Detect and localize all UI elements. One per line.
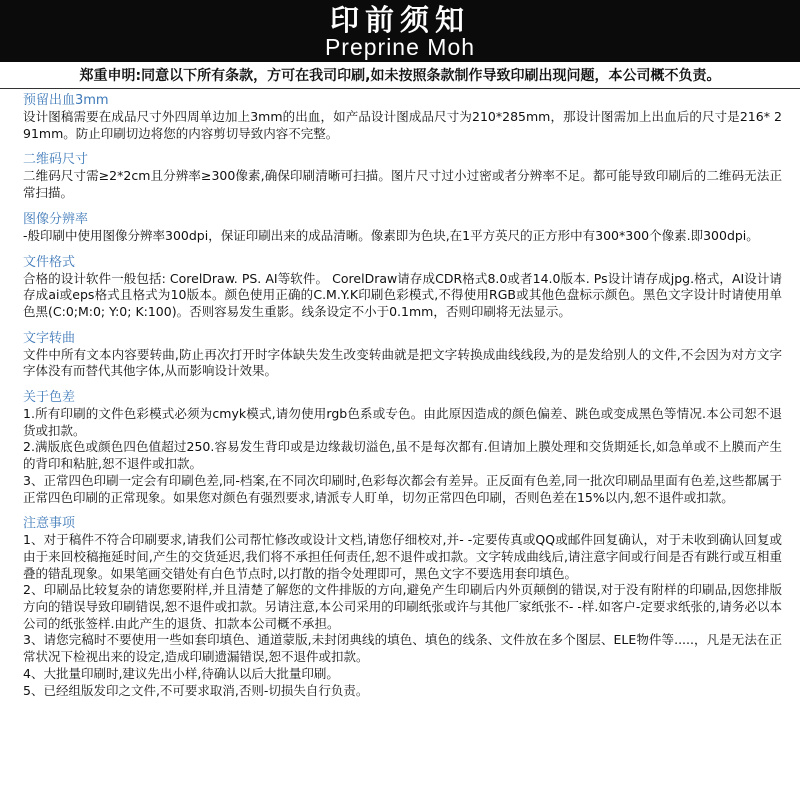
section-4 <box>23 254 782 321</box>
section-paragraph: 二维码尺寸需≥2*2cm且分辨率≥300像素,确保印刷清晰可扫描。图片尺寸过小过密或者分辨率不足。都可能导致印刷后的二维码无法正常扫描。 <box>23 168 782 201</box>
section-paragraph: 合格的设计软件一般包括: CorelDraw. PS. AI等软件。 CorelDraw请存成CDR格式8.0或者14.0版本. Ps设计请存成jpg.格式，AI设计请存成ai或eps格式且格式为10版本。颜色使用正确的C.M.Y.K印刷色彩模式,不得使用RGB或其他色盘标示颜色。黑色文字设计时请使用单色黑(C:0;M:0; Y:0; K:100)。否则容易发生重影。线条设定不小于0.1mm，否则印刷将无法显示。 <box>23 270 782 319</box>
header-banner <box>0 0 800 62</box>
section-title: 文件格式 <box>23 254 76 270</box>
section-paragraph: 1、对于稿件不符合印刷要求,请我们公司帮忙修改或设计文档,请您仔细校对,并- -定要传真或QQ或邮件回复确认，对于未收到确认回复或由于来回校稿拖延时间,产生的交货延迟,我们将不承担任何责任,恕不退件或扣款。文字转成曲线后,请注意字间或行间是否有跳行或互相重叠的错乱现象。如果笔画交错处有白色节点时,以打散的指令处理即可，黑色文字不要选用套印填色。 <box>23 532 782 581</box>
page-subtitle: Preprine Moh <box>324 34 476 60</box>
disclaimer-notice: 郑重申明:同意以下所有条款，方可在我司印刷,如未按照条款制作导致印刷出现问题，本公司概不负责。 <box>0 64 800 89</box>
section-paragraph: 2、印刷品比较复杂的请您要附样,并且清楚了解您的文件排版的方向,避免产生印刷后内外页颠倒的错误,对于没有附样的印刷品,因您排版方向的错误导致印刷错误,恕不退件或扣款。另请注意,本公司采用的印刷纸张或许与其他厂家纸张不- -样.如客户-定要求纸张的,请务必以本公司的纸张签样.由此产生的退货、扣款本公司概不承担。 <box>23 582 782 631</box>
section-1 <box>23 92 782 142</box>
section-title: 文字转曲 <box>23 330 76 346</box>
section-title: 注意事项 <box>23 516 76 532</box>
section-paragraph: 1.所有印刷的文件色彩模式必须为cmyk模式,请勿使用rgb色系或专色。由此原因造成的颜色偏差、跳色或变成黑色等情况.本公司恕不退货或扣款。 <box>23 406 782 438</box>
section-2 <box>23 151 782 201</box>
content-body <box>23 92 782 708</box>
page-title: 印前须知 <box>329 3 470 37</box>
section-paragraph: 设计图稿需要在成品尺寸外四周单边加上3mm的出血，如产品设计图成品尺寸为210*285mm，那设计图需加上出血后的尺寸是216* 291mm。防止印刷切边将您的内容剪切导致内容不完整。 <box>23 109 782 141</box>
section-7 <box>23 515 782 699</box>
section-paragraph: -般印刷中使用图像分辨率300dpi，保证印刷出来的成品清晰。像素即为色块,在1平方英尺的正方形中有300*300个像素.即300dpi。 <box>23 227 759 243</box>
section-paragraph: 3、请您完稿时不要使用一些如套印填色、通道蒙版,未封闭典线的填色、填色的线条、文件放在多个图层、ELE物件等.....，凡是无法在正常状况下检视出来的设定,造成印刷遗漏错误,恕不退件或扣款。 <box>23 632 782 665</box>
section-title: 图像分辨率 <box>23 211 89 227</box>
section-paragraph: 2.满版底色或颜色四色值超过250.容易发生背印或是边缘裁切溢色,虽不是每次都有.但请加上膜处理和交货期延长,如急单或不上膜而产生的背印和粘脏,恕不退件或扣款。 <box>23 439 782 472</box>
section-3 <box>23 211 782 245</box>
section-title: 预留出血3mm <box>23 93 109 108</box>
section-paragraph: 3、正常四色印刷一定会有印刷色差,同-档案,在不同次印刷时,色彩每次都会有差异。正反面有色差,同一批次印刷品里面有色差,这些都属于正常四色印刷的正常现象。如果您对颜色有强烈要求,请派专人盯单，切勿正常四色印刷，否则色差在15%以内,恕不退件或扣款。 <box>23 472 782 505</box>
section-title: 二维码尺寸 <box>23 152 89 168</box>
section-paragraph: 5、已经组版发印之文件,不可要求取消,否则-切损失自行负责。 <box>23 682 369 698</box>
section-title: 关于色差 <box>23 390 76 406</box>
section-5 <box>23 330 782 380</box>
section-6 <box>23 389 782 506</box>
section-paragraph: 文件中所有文本内容要转曲,防止再次打开时字体缺失发生改变转曲就是把文字转换成曲线线段,为的是发给别人的文件,不会因为对方文字字体没有而替代其他字体,从而影响设计效果。 <box>23 346 782 379</box>
section-paragraph: 4、大批量印刷时,建议先出小样,待确认以后大批量印刷。 <box>23 665 339 681</box>
